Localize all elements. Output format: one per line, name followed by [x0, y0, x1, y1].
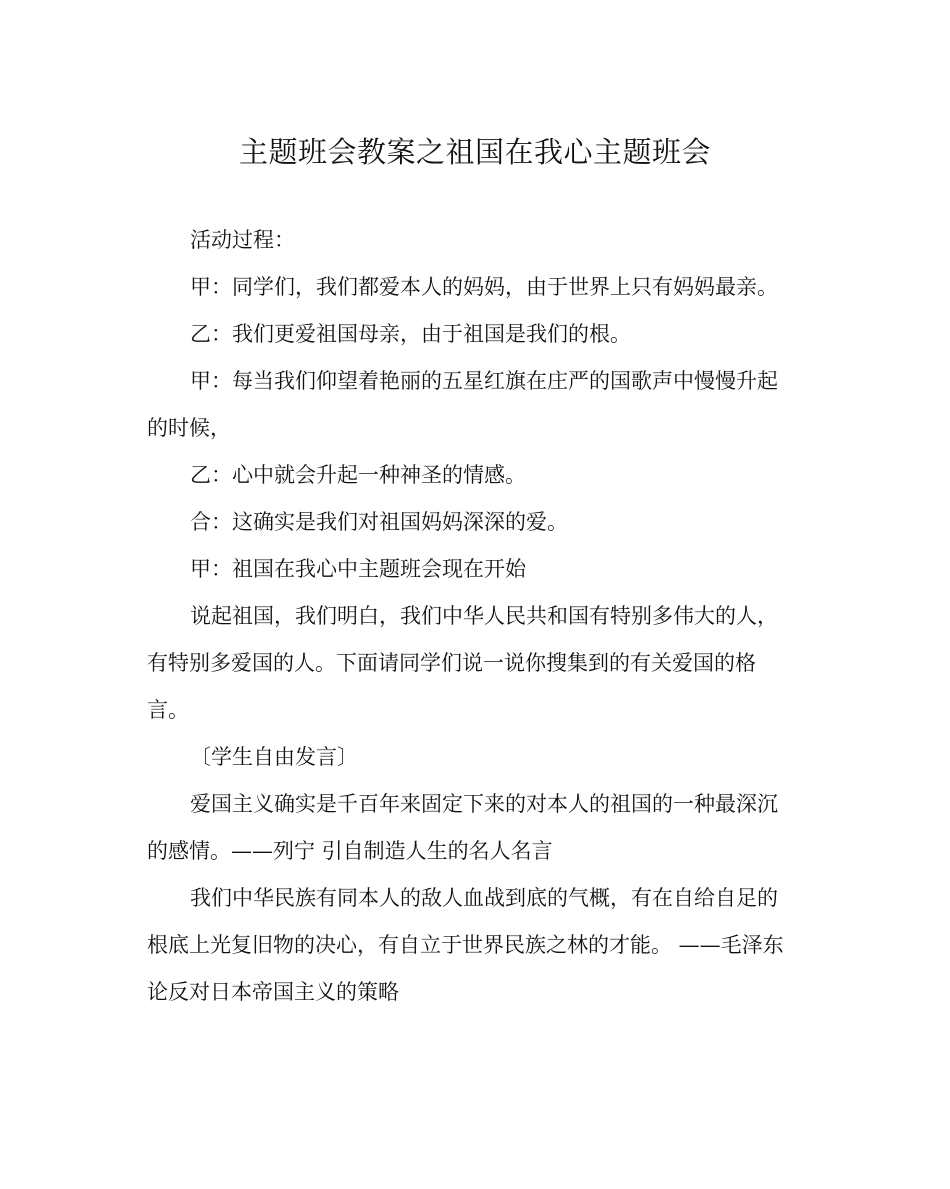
text-line: 乙：我们更爱祖国母亲，由于祖国是我们的根。 — [190, 322, 631, 346]
text-line: 的时候， — [147, 416, 231, 440]
text-line: 说起祖国，我们明白，我们中华人民共和国有特别多伟大的人， — [190, 604, 778, 628]
text-line: 乙：心中就会升起一种神圣的情感。 — [190, 463, 526, 487]
text-line: 论反对日本帝国主义的策略 — [147, 980, 399, 1004]
paragraph-activity-process — [147, 217, 807, 264]
text-line: 有特别多爱国的人。下面请同学们说一说你搜集到的有关爱国的格 — [147, 651, 756, 675]
paragraph-dialogue-jia-2 — [147, 358, 807, 452]
paragraph-students-speak — [147, 734, 807, 781]
paragraph-dialogue-yi-2 — [147, 452, 807, 499]
document-body — [147, 217, 807, 1016]
paragraph-quote-mao — [147, 875, 807, 1016]
text-line: 爱国主义确实是千百年来固定下来的对本人的祖国的一种最深沉 — [190, 792, 778, 816]
text-line: 〔学生自由发言〕 — [190, 745, 358, 769]
text-line: 根底上光复旧物的决心，有自立于世界民族之林的才能。 ——毛泽东 — [147, 933, 784, 957]
document-title: 主题班会教案之祖国在我心主题班会 — [238, 135, 711, 169]
text-line: 我们中华民族有同本人的敌人血战到底的气概，有在自给自足的 — [190, 886, 778, 910]
paragraph-quote-lenin — [147, 781, 807, 875]
paragraph-dialogue-together — [147, 499, 807, 546]
paragraph-speaking-of-motherland — [147, 593, 807, 734]
paragraph-dialogue-jia-1 — [147, 264, 807, 311]
paragraph-dialogue-yi-1 — [147, 311, 807, 358]
text-line: 活动过程： — [190, 228, 295, 252]
text-line: 言。 — [147, 698, 189, 722]
text-line: 甲：同学们，我们都爱本人的妈妈，由于世界上只有妈妈最亲。 — [190, 275, 778, 299]
paragraph-dialogue-jia-3 — [147, 546, 807, 593]
text-line: 甲：每当我们仰望着艳丽的五星红旗在庄严的国歌声中慢慢升起 — [190, 369, 778, 393]
text-line: 的感情。——列宁 引自制造人生的名人名言 — [147, 839, 553, 863]
text-line: 甲：祖国在我心中主题班会现在开始 — [190, 557, 526, 581]
text-line: 合：这确实是我们对祖国妈妈深深的爱。 — [190, 510, 568, 534]
